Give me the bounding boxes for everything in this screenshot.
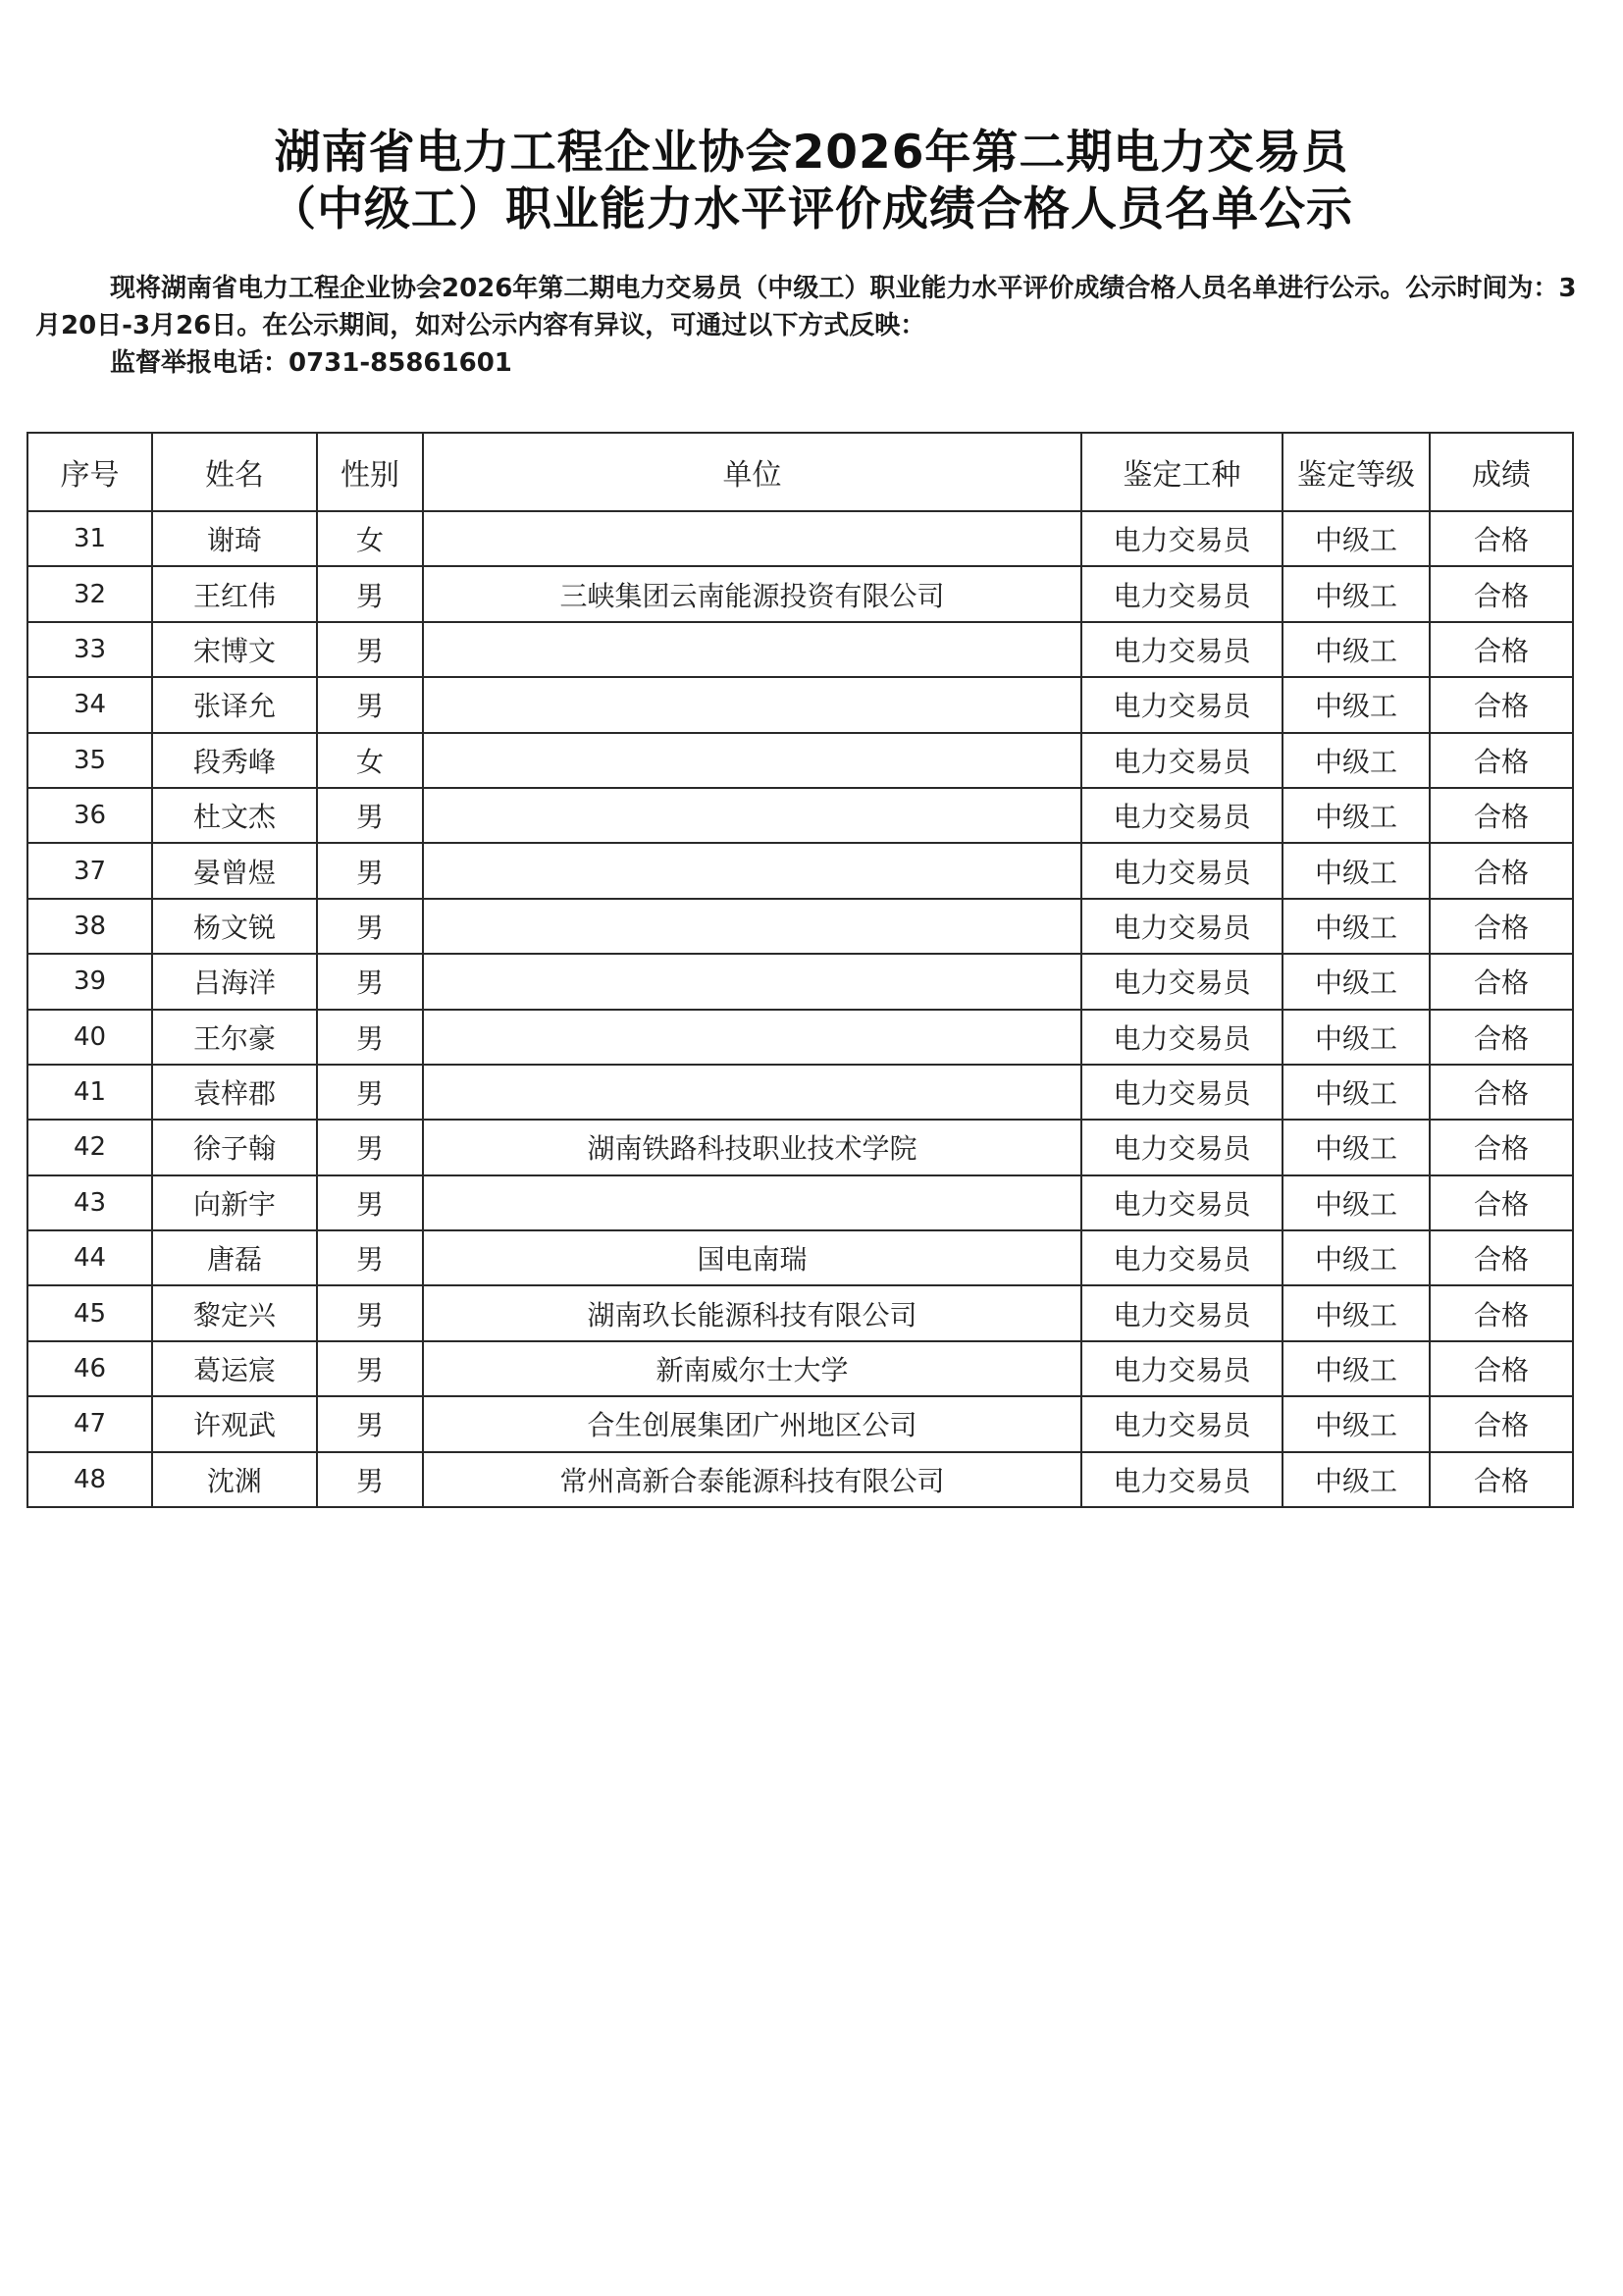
job-type-cell: 电力交易员: [1081, 788, 1283, 843]
result-cell: 合格: [1430, 1065, 1573, 1120]
level-cell: 中级工: [1283, 1175, 1430, 1230]
name-cell: 王尔豪: [152, 1010, 317, 1065]
job-type-cell: 电力交易员: [1081, 1065, 1283, 1120]
table-row: [27, 1341, 1573, 1396]
level-cell: 中级工: [1283, 1065, 1430, 1120]
table-row: [27, 622, 1573, 677]
gender-cell: 男: [317, 1120, 423, 1174]
serial-number-cell: 35: [27, 733, 152, 788]
gender-cell: 男: [317, 788, 423, 843]
result-cell: 合格: [1430, 1452, 1573, 1507]
header-row: [27, 433, 1573, 511]
gender-cell: 男: [317, 1452, 423, 1507]
table-row: [27, 1010, 1573, 1065]
unit-cell: 三峡集团云南能源投资有限公司: [423, 566, 1081, 621]
result-cell: 合格: [1430, 677, 1573, 732]
job-type-cell: 电力交易员: [1081, 899, 1283, 954]
level-cell: 中级工: [1283, 788, 1430, 843]
name-cell: 宋博文: [152, 622, 317, 677]
serial-number-cell: 46: [27, 1341, 152, 1396]
header-serial-number: 序号: [27, 433, 152, 511]
result-cell: 合格: [1430, 1396, 1573, 1451]
table-body: [27, 511, 1573, 1507]
job-type-cell: 电力交易员: [1081, 1341, 1283, 1396]
unit-cell: [423, 899, 1081, 954]
name-cell: 段秀峰: [152, 733, 317, 788]
level-cell: 中级工: [1283, 511, 1430, 566]
serial-number-cell: 38: [27, 899, 152, 954]
name-cell: 张译允: [152, 677, 317, 732]
serial-number-cell: 40: [27, 1010, 152, 1065]
level-cell: 中级工: [1283, 677, 1430, 732]
unit-cell: [423, 622, 1081, 677]
result-cell: 合格: [1430, 954, 1573, 1009]
header-name: 姓名: [152, 433, 317, 511]
header-gender: 性别: [317, 433, 423, 511]
unit-cell: 湖南玖长能源科技有限公司: [423, 1285, 1081, 1340]
table-row: [27, 1230, 1573, 1285]
job-type-cell: 电力交易员: [1081, 1175, 1283, 1230]
result-cell: 合格: [1430, 1230, 1573, 1285]
table-row: [27, 566, 1573, 621]
table-header: [27, 433, 1573, 511]
job-type-cell: 电力交易员: [1081, 954, 1283, 1009]
job-type-cell: 电力交易员: [1081, 677, 1283, 732]
table-row: [27, 1065, 1573, 1120]
table-row: [27, 843, 1573, 898]
name-cell: 唐磊: [152, 1230, 317, 1285]
name-cell: 吕海洋: [152, 954, 317, 1009]
name-cell: 向新宇: [152, 1175, 317, 1230]
serial-number-cell: 48: [27, 1452, 152, 1507]
report-phone: 监督举报电话：0731-85861601: [110, 348, 512, 378]
gender-cell: 男: [317, 677, 423, 732]
job-type-cell: 电力交易员: [1081, 733, 1283, 788]
level-cell: 中级工: [1283, 1120, 1430, 1174]
gender-cell: 男: [317, 1285, 423, 1340]
unit-cell: 合生创展集团广州地区公司: [423, 1396, 1081, 1451]
level-cell: 中级工: [1283, 1396, 1430, 1451]
header-unit: 单位: [423, 433, 1081, 511]
table-row: [27, 899, 1573, 954]
table-row: [27, 511, 1573, 566]
result-cell: 合格: [1430, 622, 1573, 677]
serial-number-cell: 39: [27, 954, 152, 1009]
gender-cell: 男: [317, 622, 423, 677]
level-cell: 中级工: [1283, 1341, 1430, 1396]
unit-cell: [423, 1065, 1081, 1120]
unit-cell: 国电南瑞: [423, 1230, 1081, 1285]
name-cell: 袁梓郡: [152, 1065, 317, 1120]
table-row: [27, 954, 1573, 1009]
serial-number-cell: 36: [27, 788, 152, 843]
gender-cell: 男: [317, 1065, 423, 1120]
table-row: [27, 733, 1573, 788]
job-type-cell: 电力交易员: [1081, 1120, 1283, 1174]
unit-cell: [423, 1175, 1081, 1230]
name-cell: 葛运宸: [152, 1341, 317, 1396]
header-level: 鉴定等级: [1283, 433, 1430, 511]
result-cell: 合格: [1430, 1341, 1573, 1396]
gender-cell: 男: [317, 1341, 423, 1396]
level-cell: 中级工: [1283, 1010, 1430, 1065]
document-title-line-2: （中级工）职业能力水平评价成绩合格人员名单公示: [270, 183, 1353, 236]
job-type-cell: 电力交易员: [1081, 1452, 1283, 1507]
job-type-cell: 电力交易员: [1081, 1010, 1283, 1065]
serial-number-cell: 47: [27, 1396, 152, 1451]
result-cell: 合格: [1430, 1175, 1573, 1230]
job-type-cell: 电力交易员: [1081, 843, 1283, 898]
gender-cell: 男: [317, 1230, 423, 1285]
unit-cell: [423, 788, 1081, 843]
serial-number-cell: 41: [27, 1065, 152, 1120]
level-cell: 中级工: [1283, 843, 1430, 898]
table-row: [27, 1285, 1573, 1340]
gender-cell: 男: [317, 954, 423, 1009]
gender-cell: 男: [317, 1396, 423, 1451]
level-cell: 中级工: [1283, 566, 1430, 621]
gender-cell: 男: [317, 566, 423, 621]
unit-cell: [423, 954, 1081, 1009]
gender-cell: 男: [317, 899, 423, 954]
level-cell: 中级工: [1283, 1452, 1430, 1507]
result-cell: 合格: [1430, 566, 1573, 621]
serial-number-cell: 33: [27, 622, 152, 677]
unit-cell: 常州高新合泰能源科技有限公司: [423, 1452, 1081, 1507]
name-cell: 杨文锐: [152, 899, 317, 954]
gender-cell: 男: [317, 1175, 423, 1230]
result-cell: 合格: [1430, 843, 1573, 898]
name-cell: 杜文杰: [152, 788, 317, 843]
level-cell: 中级工: [1283, 1285, 1430, 1340]
serial-number-cell: 45: [27, 1285, 152, 1340]
job-type-cell: 电力交易员: [1081, 1396, 1283, 1451]
name-cell: 许观武: [152, 1396, 317, 1451]
serial-number-cell: 44: [27, 1230, 152, 1285]
document-title-line-1: 湖南省电力工程企业协会2026年第二期电力交易员: [274, 126, 1349, 180]
result-cell: 合格: [1430, 1285, 1573, 1340]
job-type-cell: 电力交易员: [1081, 622, 1283, 677]
unit-cell: [423, 733, 1081, 788]
unit-cell: 新南威尔士大学: [423, 1341, 1081, 1396]
table-row: [27, 1396, 1573, 1451]
serial-number-cell: 31: [27, 511, 152, 566]
unit-cell: [423, 843, 1081, 898]
unit-cell: [423, 677, 1081, 732]
table-row: [27, 677, 1573, 732]
table-row: [27, 1452, 1573, 1507]
result-cell: 合格: [1430, 733, 1573, 788]
name-cell: 沈渊: [152, 1452, 317, 1507]
serial-number-cell: 32: [27, 566, 152, 621]
level-cell: 中级工: [1283, 954, 1430, 1009]
serial-number-cell: 37: [27, 843, 152, 898]
level-cell: 中级工: [1283, 899, 1430, 954]
name-cell: 王红伟: [152, 566, 317, 621]
gender-cell: 男: [317, 1010, 423, 1065]
level-cell: 中级工: [1283, 622, 1430, 677]
table-row: [27, 1175, 1573, 1230]
notice-block: [35, 270, 1596, 382]
level-cell: 中级工: [1283, 733, 1430, 788]
header-job-type: 鉴定工种: [1081, 433, 1283, 511]
results-table: [26, 432, 1574, 1508]
name-cell: 徐子翰: [152, 1120, 317, 1174]
unit-cell: 湖南铁路科技职业技术学院: [423, 1120, 1081, 1174]
result-cell: 合格: [1430, 1120, 1573, 1174]
result-cell: 合格: [1430, 511, 1573, 566]
unit-cell: [423, 511, 1081, 566]
job-type-cell: 电力交易员: [1081, 566, 1283, 621]
unit-cell: [423, 1010, 1081, 1065]
table-row: [27, 1120, 1573, 1174]
serial-number-cell: 43: [27, 1175, 152, 1230]
job-type-cell: 电力交易员: [1081, 1285, 1283, 1340]
serial-number-cell: 42: [27, 1120, 152, 1174]
table-row: [27, 788, 1573, 843]
notice-paragraph: 现将湖南省电力工程企业协会2026年第二期电力交易员（中级工）职业能力水平评价成绩合格人员名单进行公示。公示时间为：3月20日-3月26日。在公示期间，如对公示内容有异议，可通过以下方式反映：: [35, 274, 1577, 340]
gender-cell: 女: [317, 733, 423, 788]
gender-cell: 女: [317, 511, 423, 566]
name-cell: 黎定兴: [152, 1285, 317, 1340]
result-cell: 合格: [1430, 788, 1573, 843]
name-cell: 晏曾煜: [152, 843, 317, 898]
result-cell: 合格: [1430, 899, 1573, 954]
level-cell: 中级工: [1283, 1230, 1430, 1285]
job-type-cell: 电力交易员: [1081, 511, 1283, 566]
result-cell: 合格: [1430, 1010, 1573, 1065]
gender-cell: 男: [317, 843, 423, 898]
job-type-cell: 电力交易员: [1081, 1230, 1283, 1285]
serial-number-cell: 34: [27, 677, 152, 732]
name-cell: 谢琦: [152, 511, 317, 566]
header-result: 成绩: [1430, 433, 1573, 511]
